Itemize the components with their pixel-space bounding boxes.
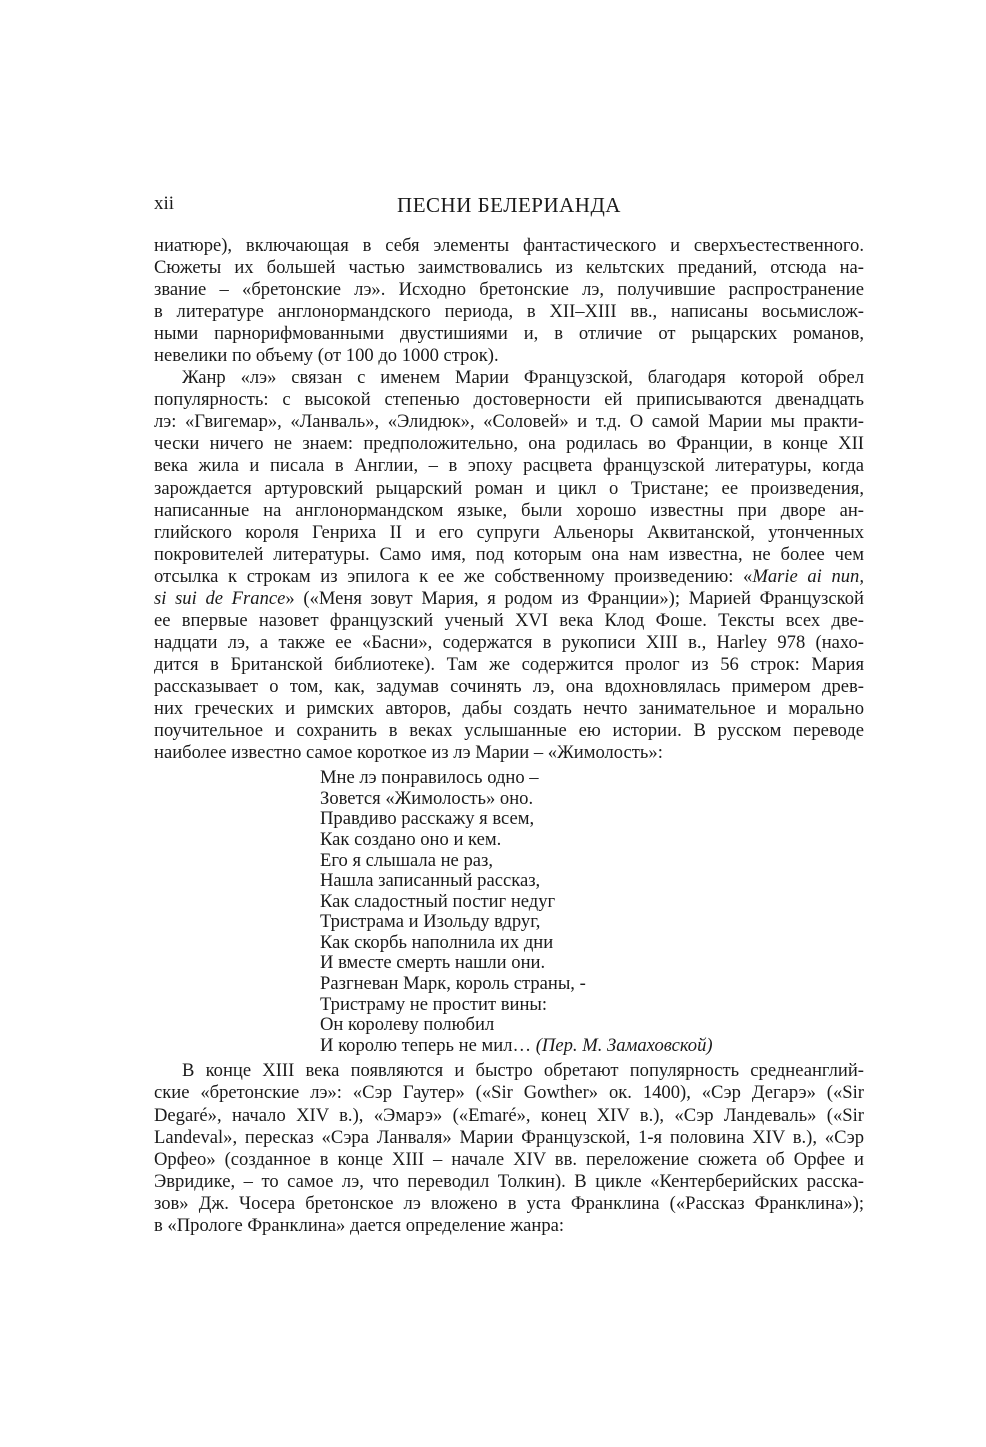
text-line: лэ: «Гвигемар», «Ланваль», «Элидюк», «Соловей» и т.д. О самой Марии мы практи- — [154, 411, 864, 433]
text-line: Эвридике, – то самое лэ, что переводил Толкин). В цикле «Кентерберийских расска- — [154, 1170, 864, 1192]
text-line: невелики по объему (от 100 до 1000 строк). — [154, 345, 499, 367]
body-text — [154, 235, 864, 1237]
text-line: Landeval», пересказ «Сэра Ланваля» Марии Французской, 1-я половина XIV в.), «Сэр — [154, 1126, 864, 1148]
paragraph-middle-english-lais — [154, 1060, 864, 1236]
poem-line: Он королеву полюбил — [320, 1014, 495, 1036]
text-line: ниатюре), включающая в себя элементы фантастического и сверхъестественного. — [154, 235, 864, 256]
text-line: Жанр «лэ» связан с именем Марии Французской, благодаря которой обрел — [182, 367, 864, 389]
text-line: дится в Британской библиотеке). Там же содержится пролог из 56 строк: Мария — [154, 653, 864, 675]
text-line — [154, 566, 864, 588]
poem-line — [320, 1036, 864, 1057]
italic-quote: Marie ai nun, — [752, 565, 864, 587]
poem-line: Тристрама и Изольду вдруг, — [320, 911, 541, 933]
page-number: xii — [154, 193, 175, 214]
text-line: популярность: с высокой степенью достоверности ей приписываются двенадцать — [154, 389, 864, 411]
text-line: века жила и писала в Англии, – в эпоху расцвета французской литературы, когда — [154, 455, 864, 477]
italic-quote: si sui de France — [154, 587, 286, 609]
text-span: » («Меня зовут Мария, я родом из Франции»); Марией Французской — [285, 587, 864, 609]
poem-line: Зовется «Жимолость» оно. — [320, 787, 534, 809]
text-line: В конце XIII века появляются и быстро обретают популярность среднеанглий- — [182, 1060, 864, 1082]
running-title: ПЕСНИ БЕЛЕРИАНДА — [397, 193, 621, 217]
text-span: отсылка к строкам из эпилога к ее же собственному произведению: « — [154, 565, 753, 587]
text-line — [154, 588, 864, 610]
poem-line: Нашла записанный рассказ, — [320, 870, 541, 892]
text-line: ными парнорифмованными двустишиями и, в отличие от рыцарских романов, — [154, 323, 864, 345]
text-line: них греческих и римских авторов, дабы создать нечто занимательное и морально — [154, 697, 864, 719]
text-line: в литературе англонормандского периода, в XII–XIII вв., написаны восьмислож- — [154, 301, 864, 323]
text-line: ее впервые назовет французский ученый XVI века Клод Фоше. Тексты всех две- — [154, 609, 864, 631]
running-head — [154, 193, 864, 221]
poem-quote — [154, 768, 864, 1056]
text-line: глийского короля Генриха II и его супруги Альеноры Аквитанской, утонченных — [154, 521, 864, 543]
text-line: написанные на англонормандском языке, были хорошо известны при дворе ан- — [154, 499, 864, 521]
poem-last-line: И королю теперь не мил… — [320, 1034, 532, 1056]
text-line: Сюжеты их большей частью заимствовались из кельтских преданий, отсюда на- — [154, 257, 864, 279]
text-line: в «Прологе Франклина» дается определение жанра: — [154, 1214, 565, 1236]
poem-line: Как создано оно и кем. — [320, 828, 502, 850]
text-line: зов» Дж. Чосера бретонское лэ вложено в уста Франклина («Рассказ Франклина»); — [154, 1192, 864, 1214]
poem-line: Его я слышала не раз, — [320, 849, 493, 871]
poem-line: Правдиво расскажу я всем, — [320, 808, 535, 830]
paragraph-continuation — [154, 235, 864, 367]
text-line: чески ничего не знаем: предположительно, она родилась во Франции, в конце XII — [154, 433, 864, 455]
translator-attribution: (Пер. М. Замаховской) — [535, 1034, 713, 1056]
text-line: звание – «бретонские лэ». Исходно бретонские лэ, получившие распространение — [154, 279, 864, 301]
poem-line: И вместе смерть нашли они. — [320, 952, 546, 974]
poem-line: Как сладостный постиг недуг — [320, 890, 556, 912]
text-line: покровителей литературы. Само имя, под которым она нам известна, не более чем — [154, 543, 864, 565]
poem-line: Разгневан Марк, король страны, - — [320, 973, 586, 995]
poem-line: Как скорбь наполнила их дни — [320, 931, 554, 953]
text-line: ские «бретонские лэ»: «Сэр Гаутер» («Sir Gowther» ок. 1400), «Сэр Дегарэ» («Sir — [154, 1082, 864, 1104]
text-line: рассказывает о том, как, задумав сочинять лэ, она вдохновлялась примером древ- — [154, 675, 864, 697]
paragraph-marie-de-france — [154, 367, 864, 764]
text-line: надцати лэ, а также ее «Басни», содержатся в рукописи XIII в., Harley 978 (нахо- — [154, 631, 864, 653]
text-line: Орфео» (созданное в конце XIII – начале XIV вв. переложение сюжета об Орфее и — [154, 1148, 864, 1170]
text-line: наиболее известно самое короткое из лэ Марии – «Жимолость»: — [154, 742, 663, 764]
text-line: зарождается артуровский рыцарский роман и цикл о Тристане; ее произведения, — [154, 477, 864, 499]
poem-line: Тристраму не простит вины: — [320, 993, 548, 1015]
text-line: Degaré», начало XIV в.), «Эмарэ» («Emaré», конец XIV в.), «Сэр Ландеваль» («Sir — [154, 1104, 864, 1126]
poem-line: Мне лэ понравилось одно – — [320, 767, 539, 789]
text-line: поучительное и сохранить в веках услышанные ею истории. В русском переводе — [154, 720, 864, 742]
